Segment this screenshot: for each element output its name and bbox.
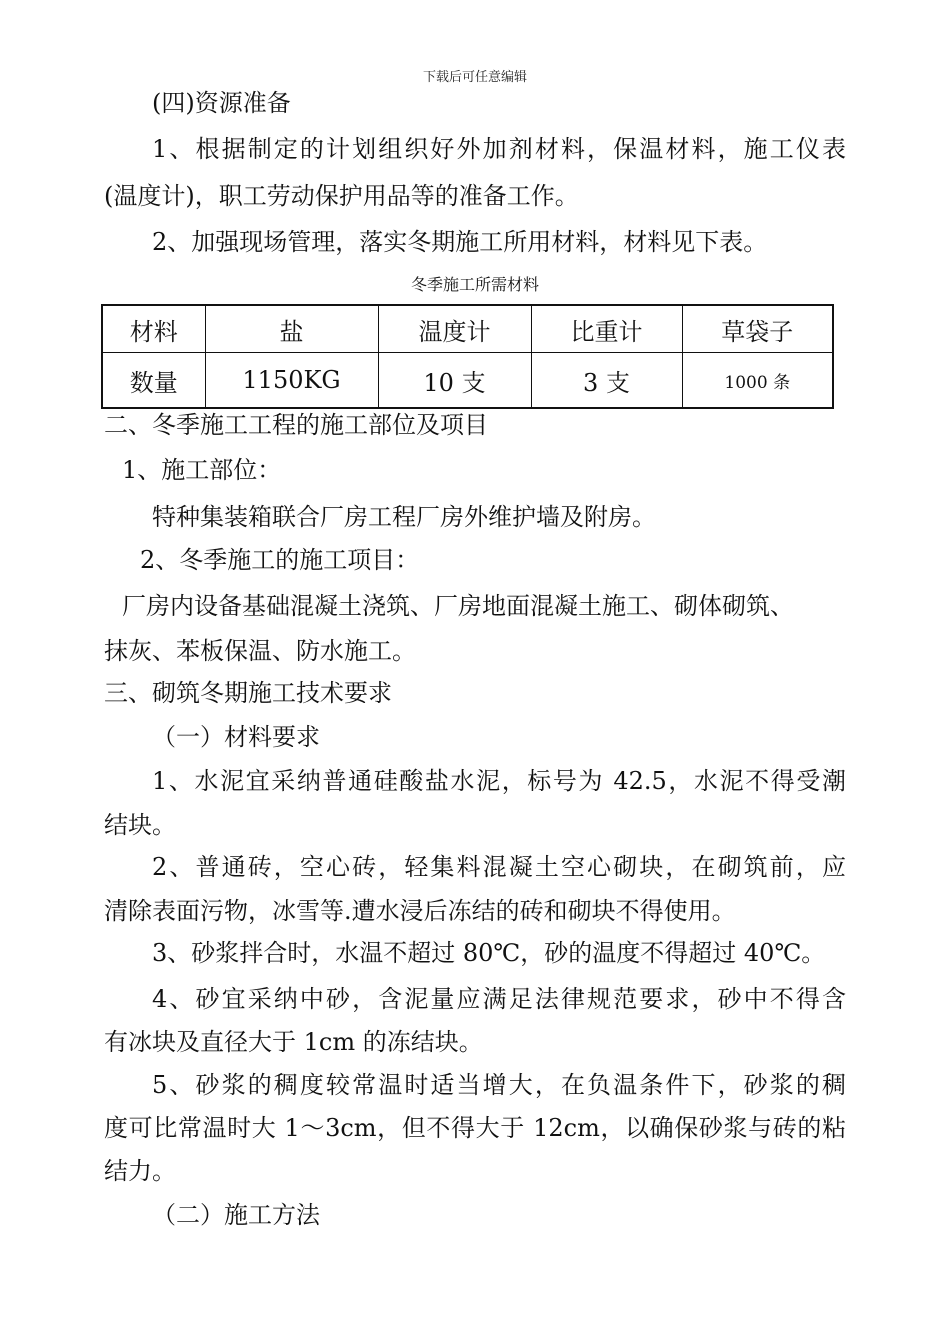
para5-line2: 度可比常温时大 1～3cm，但不得大于 12cm，以确保砂浆与砖的粘 xyxy=(104,1114,846,1142)
table-cell: 1000 条 xyxy=(682,353,833,409)
table-cell: 3 支 xyxy=(531,353,682,409)
section-four-item2: 2、加强现场管理，落实冬期施工所用材料，材料见下表。 xyxy=(152,228,768,256)
table-caption: 冬季施工所需材料 xyxy=(410,275,539,294)
table-cell: 草袋子 xyxy=(682,305,833,353)
table-cell: 盐 xyxy=(205,305,378,353)
para1-line1: 1、水泥宜采纳普通硅酸盐水泥，标号为 42.5，水泥不得受潮 xyxy=(152,767,846,795)
para2-line1: 2、普通砖，空心砖，轻集料混凝土空心砌块，在砌筑前，应 xyxy=(152,853,846,881)
section-three-heading: 三、砌筑冬期施工技术要求 xyxy=(104,679,392,707)
section-four-item1-line1: 1、根据制定的计划组织好外加剂材料，保温材料，施工仪表 xyxy=(152,135,846,163)
table-cell: 比重计 xyxy=(531,305,682,353)
para5-line3: 结力。 xyxy=(104,1157,176,1185)
table-header-row xyxy=(102,305,833,353)
para1-line2: 结块。 xyxy=(104,811,176,839)
para5-line1: 5、砂浆的稠度较常温时适当增大，在负温条件下，砂浆的稠 xyxy=(152,1071,846,1099)
para2-line2: 清除表面污物，冰雪等.遭水浸后冻结的砖和砌块不得使用。 xyxy=(104,897,736,925)
section-two-item2: 2、冬季施工的施工项目： xyxy=(140,546,420,574)
table-cell: 数量 xyxy=(102,353,205,409)
table-cell: 温度计 xyxy=(378,305,531,353)
section-two-item1: 1、施工部位： xyxy=(122,456,282,484)
section-two-item2-line2: 抹灰、苯板保温、防水施工。 xyxy=(104,637,416,665)
table-row xyxy=(102,353,833,409)
table-cell: 10 支 xyxy=(378,353,531,409)
section-three-sub1: （一）材料要求 xyxy=(152,723,320,751)
section-three-sub2: （二）施工方法 xyxy=(152,1201,320,1229)
section-two-item1-text: 特种集装箱联合厂房工程厂房外维护墙及附房。 xyxy=(152,503,656,531)
para4-line1: 4、砂宜采纳中砂，含泥量应满足法律规范要求，砂中不得含 xyxy=(152,985,846,1013)
table-cell: 1150KG xyxy=(205,353,378,409)
materials-table xyxy=(101,304,834,409)
section-four-item1-line2: (温度计)，职工劳动保护用品等的准备工作。 xyxy=(104,182,579,210)
section-two-heading: 二、冬季施工工程的施工部位及项目 xyxy=(104,411,488,439)
section-two-item2-line1: 厂房内设备基础混凝土浇筑、厂房地面混凝土施工、砌体砌筑、 xyxy=(122,592,794,620)
section-four-heading: (四)资源准备 xyxy=(152,89,291,117)
para3: 3、砂浆拌合时，水温不超过 80℃，砂的温度不得超过 40℃。 xyxy=(152,939,826,967)
page-watermark: 下载后可任意编辑 xyxy=(422,70,527,85)
para4-line2: 有冰块及直径大于 1cm 的冻结块。 xyxy=(104,1028,483,1056)
table-cell: 材料 xyxy=(102,305,205,353)
